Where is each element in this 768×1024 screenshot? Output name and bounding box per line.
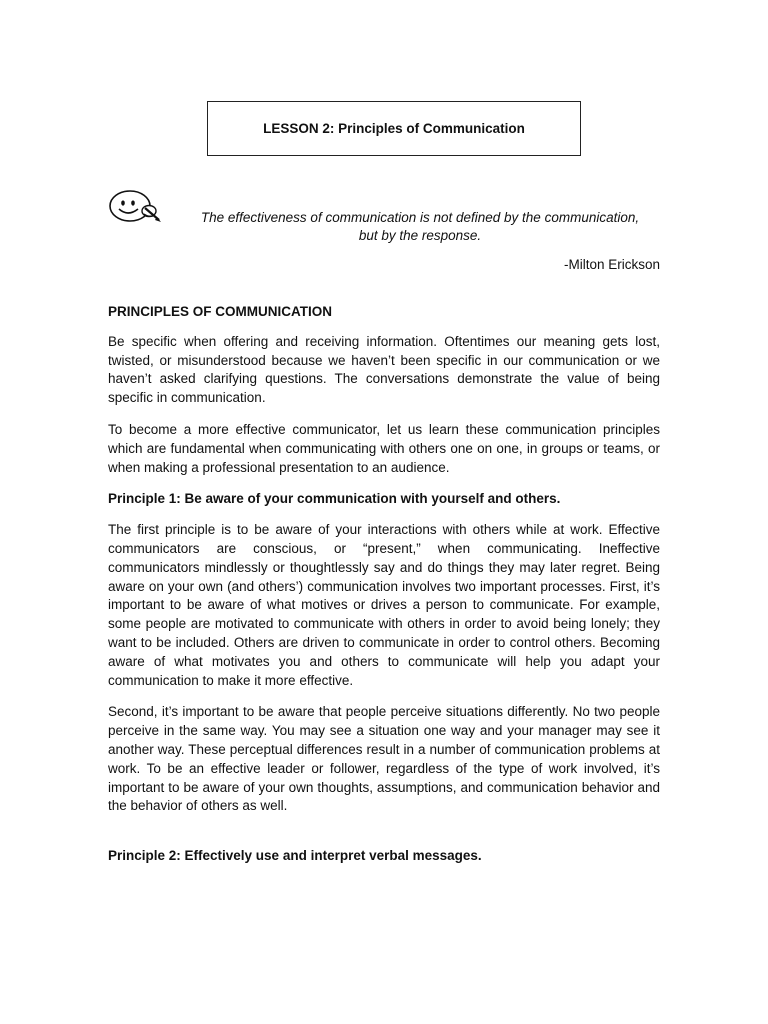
quote xyxy=(150,209,690,245)
quote-line-1: The effectiveness of communication is not defined by the communication, xyxy=(200,210,640,225)
principle-1-heading: Principle 1: Be aware of your communication with yourself and others. xyxy=(108,491,561,507)
section-heading: PRINCIPLES OF COMMUNICATION xyxy=(108,304,332,319)
quote-author: -Milton Erickson xyxy=(563,257,660,272)
lesson-title-box xyxy=(207,101,581,156)
main-content xyxy=(108,303,660,878)
intro-paragraph-2: To become a more effective communicator, let us learn these communication principles which are fundamental when communicating with others one on one, in groups or teams, or when making a professional presentation to an audience. xyxy=(108,421,660,475)
quote-line-2: but by the response. xyxy=(358,228,482,243)
principle-1-paragraph-2: Second, it’s important to be aware that people perceive situations differently. No two people perceive in the same way. You may see a situation one way and your manager may see it another way. These perceptual differences result in a number of communication problems at work. To be an effective leader or follower, regardless of the type of work involved, it’s important to be aware of your own thoughts, assumptions, and communication behavior and the behavior of others as well. xyxy=(108,704,660,814)
lesson-title: LESSON 2: Principles of Communication xyxy=(263,121,525,136)
principle-1-paragraph-1: The first principle is to be aware of your interactions with others while at work. Effective communicators are conscious, or “present,” when communicating. Ineffective communicators mindlessly or thoughtlessly say and do things they may later regret. Being aware on your own (and others’) communication involves two important processes. First, it’s important to be aware of what motives or drives a person to communicate. For example, some people are motivated to communicate with others in order to avoid being lonely; they want to be included. Others are driven to communicate in order to control others. Becoming aware of what motivates you and others to communicate will help you adapt your communication to make it more effective. xyxy=(108,522,660,688)
intro-paragraph-1: Be specific when offering and receiving information. Oftentimes our meaning gets lost, twisted, or misunderstood because we haven’t been specific in our communication or we haven’t asked clarifying questions. The conversations demonstrate the value of being specific in communication. xyxy=(108,333,660,406)
principle-2-heading: Principle 2: Effectively use and interpret verbal messages. xyxy=(108,848,482,864)
